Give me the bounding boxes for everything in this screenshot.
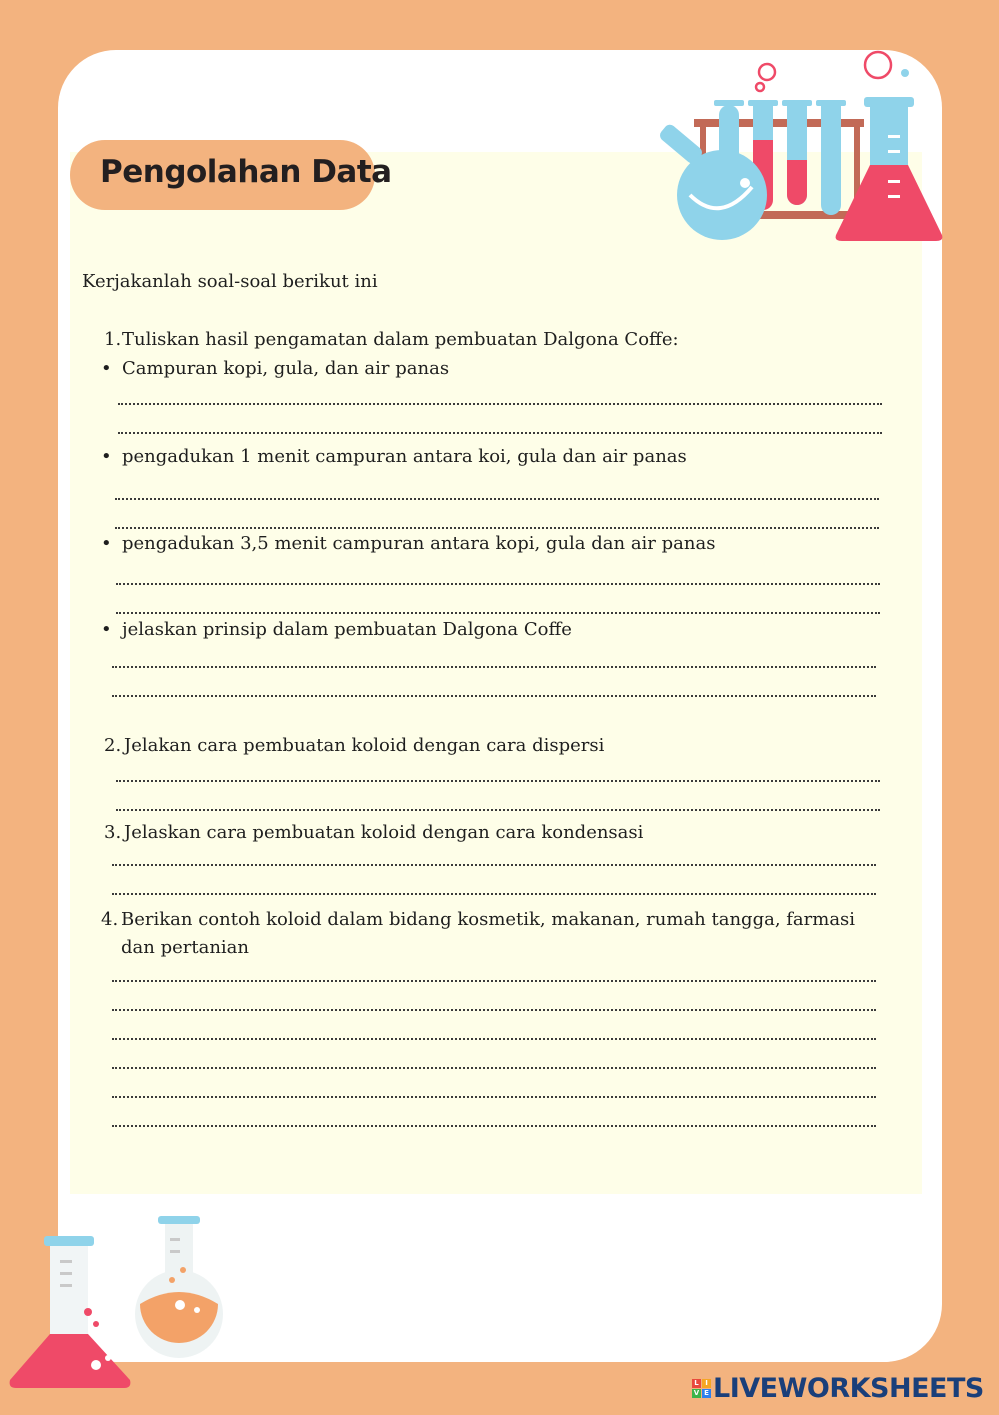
answer-line-q4f[interactable]: [112, 1125, 876, 1127]
question-4-number: 4.: [101, 909, 119, 930]
lab-equipment-illustration: [650, 45, 950, 250]
liveworksheets-logo[interactable]: [692, 1373, 984, 1404]
bullet-dot: •: [101, 358, 112, 379]
logo-letter: E: [702, 1389, 711, 1398]
answer-line-1b[interactable]: [118, 432, 882, 434]
page-title: Pengolahan Data: [100, 154, 392, 190]
liveworksheets-text: LIVEWORKSHEETS: [713, 1373, 984, 1404]
question-1-number: 1.: [104, 329, 122, 350]
answer-line-q2a[interactable]: [116, 780, 880, 782]
question-1-bullet-4: jelaskan prinsip dalam pembuatan Dalgona Coffe: [122, 619, 572, 640]
answer-line-1a[interactable]: [118, 403, 882, 405]
bottom-flasks-illustration: [0, 1200, 240, 1400]
logo-letter: L: [692, 1379, 701, 1388]
answer-line-q4c[interactable]: [112, 1038, 876, 1040]
question-3-text: Jelaskan cara pembuatan koloid dengan cara kondensasi: [124, 822, 644, 843]
question-4-text-line1: Berikan contoh koloid dalam bidang kosmetik, makanan, rumah tangga, farmasi: [121, 909, 856, 930]
answer-line-4b[interactable]: [112, 695, 876, 697]
answer-line-q3a[interactable]: [112, 864, 876, 866]
answer-line-3b[interactable]: [116, 612, 880, 614]
answer-line-q3b[interactable]: [112, 893, 876, 895]
answer-line-2a[interactable]: [115, 498, 879, 500]
answer-line-q4e[interactable]: [112, 1096, 876, 1098]
answer-line-q4d[interactable]: [112, 1067, 876, 1069]
logo-letter: V: [693, 1389, 700, 1397]
answer-line-2b[interactable]: [115, 527, 879, 529]
bullet-dot: •: [101, 533, 112, 554]
round-flask-icon: [658, 122, 767, 240]
question-3-number: 3.: [104, 822, 122, 843]
round-flask-icon: [135, 1216, 223, 1358]
question-4-text-line2: dan pertanian: [121, 937, 249, 958]
question-1-bullet-3: pengadukan 3,5 menit campuran antara kopi, gula dan air panas: [122, 533, 716, 554]
answer-line-4a[interactable]: [112, 666, 876, 668]
question-1-bullet-2: pengadukan 1 menit campuran antara koi, gula dan air panas: [122, 446, 687, 467]
bullet-dot: •: [101, 446, 112, 467]
liveworksheets-mark-icon: [692, 1379, 711, 1398]
answer-line-q4b[interactable]: [112, 1009, 876, 1011]
question-2-number: 2.: [104, 735, 122, 756]
question-1-text: Tuliskan hasil pengamatan dalam pembuatan Dalgona Coffe:: [122, 329, 679, 350]
answer-line-q2b[interactable]: [116, 809, 880, 811]
answer-line-3a[interactable]: [116, 583, 880, 585]
instruction-text: Kerjakanlah soal-soal berikut ini: [82, 271, 378, 292]
bubbles-icon: [756, 52, 909, 91]
answer-line-q4a[interactable]: [112, 980, 876, 982]
bullet-dot: •: [101, 619, 112, 640]
erlenmeyer-flask-icon: [836, 97, 943, 241]
erlenmeyer-flask-icon: [10, 1236, 131, 1388]
question-2-text: Jelakan cara pembuatan koloid dengan cara dispersi: [124, 735, 605, 756]
question-1-bullet-1: Campuran kopi, gula, dan air panas: [122, 358, 450, 379]
logo-letter: I: [702, 1379, 711, 1388]
